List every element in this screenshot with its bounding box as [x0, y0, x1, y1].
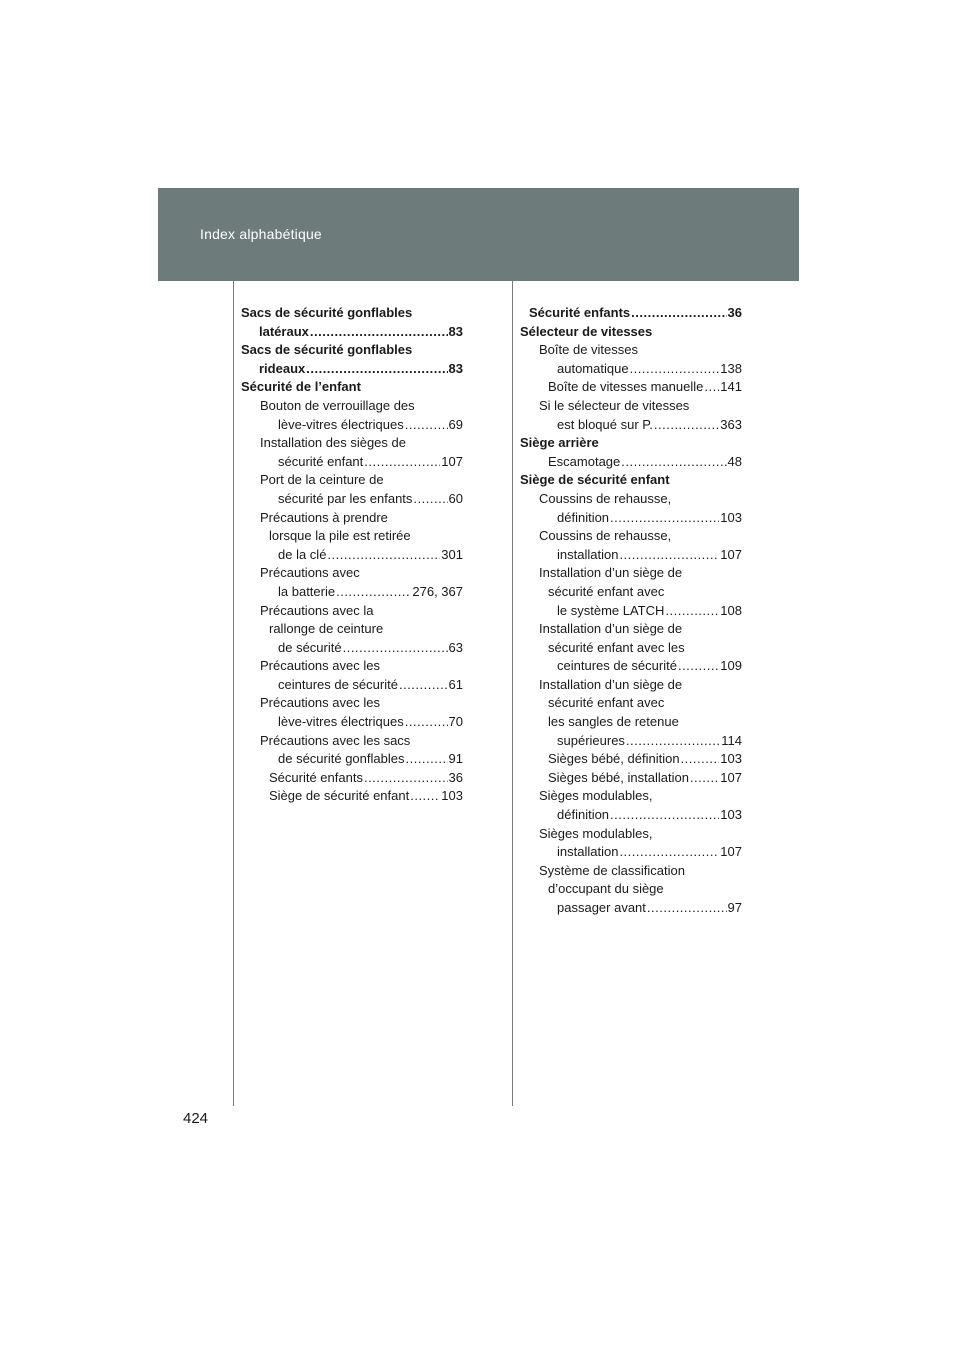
index-entry	[520, 676, 742, 750]
index-entry-text: rideaux	[259, 360, 306, 376]
page-reference: 70	[448, 714, 463, 730]
page-reference: 83	[448, 360, 463, 376]
index-heading: Siège de sécurité enfant	[520, 472, 670, 488]
left-margin-rule	[233, 281, 234, 1106]
index-entry-text: Système de classification	[539, 862, 685, 878]
page-reference: 141	[720, 379, 742, 395]
index-entry	[520, 564, 742, 620]
index-entry-text: d’occupant du siège	[548, 881, 664, 897]
page-reference: 36	[727, 305, 742, 320]
index-entry	[241, 434, 463, 471]
index-heading: Sécurité de l’enfant	[241, 379, 361, 395]
index-entry	[520, 341, 742, 378]
index-entry-text: Sièges modulables,	[539, 825, 653, 841]
index-entry-text: Boîte de vitesses manuelle	[548, 379, 704, 395]
index-entry	[520, 490, 742, 527]
index-entry-text: Sécurité enfants	[269, 769, 363, 785]
index-entry	[241, 564, 463, 601]
index-entry-text: Installation d’un siège de	[539, 565, 683, 581]
index-entry-text: de sécurité gonflables	[278, 751, 405, 767]
page-reference: 103	[441, 788, 463, 804]
index-entry-text: supérieures	[557, 732, 625, 748]
dot-leader	[630, 360, 720, 379]
index-entry	[241, 787, 463, 806]
page-number: 424	[183, 1110, 209, 1127]
index-entry-text: Sacs de sécurité gonflables	[241, 342, 413, 358]
index-entry-text: Sièges modulables,	[539, 788, 653, 804]
index-entry	[520, 825, 742, 862]
dot-leader	[631, 304, 726, 323]
index-entry-text: automatique	[557, 360, 629, 376]
index-entry	[241, 657, 463, 694]
index-entry-text: Port de la ceinture de	[260, 472, 384, 488]
index-entry-text: sécurité par les enfants	[278, 490, 413, 506]
index-entry-text: de sécurité	[278, 639, 342, 655]
page-reference: 138	[720, 360, 742, 376]
index-entry-text: Précautions à prendre	[260, 509, 388, 525]
index-entry-text: Siège de sécurité enfant	[269, 788, 410, 804]
dot-leader	[678, 657, 719, 676]
page-reference: 91	[448, 751, 463, 767]
index-entry	[241, 471, 463, 508]
dot-leader	[626, 732, 720, 751]
dot-leader	[621, 453, 726, 472]
dot-leader	[405, 416, 448, 435]
page-reference: 107	[720, 844, 742, 860]
index-entry	[520, 378, 742, 397]
index-entry-text: Précautions avec	[260, 565, 360, 581]
index-heading: Sélecteur de vitesses	[520, 323, 653, 339]
page-reference: 114	[721, 732, 742, 748]
index-entry	[241, 602, 463, 658]
page-reference: 63	[448, 639, 463, 655]
index-entry	[520, 527, 742, 564]
page-reference: 107	[441, 453, 463, 469]
page-reference: 60	[448, 490, 463, 506]
dot-leader	[690, 769, 719, 788]
page-reference: 107	[720, 546, 742, 562]
index-entry-text: lève-vitres électriques	[278, 416, 404, 432]
dot-leader	[343, 639, 448, 658]
index-entry-text: Précautions avec les	[260, 695, 380, 711]
index-entry-text: Précautions avec la	[260, 602, 374, 618]
index-entry-text: passager avant	[557, 900, 646, 915]
index-entry	[520, 304, 742, 323]
header-band	[158, 188, 799, 281]
dot-leader	[364, 453, 440, 472]
index-entry-text: Précautions avec les	[260, 658, 380, 674]
section-title: Index alphabétique	[200, 226, 322, 242]
page-reference: 61	[448, 676, 463, 692]
index-entry	[241, 304, 463, 341]
dot-leader	[665, 602, 719, 621]
index-entry-text: Coussins de rehausse,	[539, 528, 672, 544]
index-entry-text: Coussins de rehausse,	[539, 490, 672, 506]
index-entry	[241, 341, 463, 378]
dot-leader	[405, 713, 448, 732]
index-entry-text: installation	[557, 546, 619, 562]
index-entry-text: est bloqué sur P.	[557, 416, 653, 432]
index-entry	[520, 620, 742, 676]
index-heading: Siège arrière	[520, 435, 599, 451]
index-entry	[520, 769, 742, 788]
column-divider-rule	[512, 281, 513, 1106]
index-entry	[520, 750, 742, 769]
dot-leader	[327, 546, 440, 565]
index-entry-text: Précautions avec les sacs	[260, 732, 411, 748]
dot-leader	[619, 843, 719, 862]
page-reference: 103	[720, 751, 742, 767]
dot-leader	[306, 360, 447, 379]
index-entry-text: Installation d’un siège de	[539, 621, 683, 637]
index-entry	[520, 397, 742, 434]
page-reference: 301	[441, 546, 463, 562]
page-reference: 97	[727, 900, 742, 915]
index-entry	[241, 397, 463, 434]
page-reference: 69	[448, 416, 463, 432]
page-reference: 109	[720, 658, 742, 674]
index-entry	[241, 769, 463, 788]
index-entry-text: ceintures de sécurité	[278, 676, 398, 692]
index-entry	[520, 787, 742, 824]
index-entry-text: les sangles de retenue	[548, 714, 679, 730]
index-entry-text: lève-vitres électriques	[278, 714, 404, 730]
dot-leader	[405, 750, 447, 769]
index-entry-text: Bouton de verrouillage des	[260, 397, 415, 413]
index-entry-text: Escamotage	[548, 453, 621, 469]
index-entry-text: sécurité enfant avec les	[548, 639, 685, 655]
index-entry	[241, 509, 463, 565]
index-entry	[241, 694, 463, 731]
index-entry-text: de la clé	[278, 546, 327, 562]
dot-leader	[310, 323, 448, 342]
index-entry	[241, 732, 463, 769]
index-entry-text: Si le sélecteur de vitesses	[539, 397, 690, 413]
index-entry-text: Sièges bébé, définition	[548, 751, 680, 767]
index-entry-text: Sacs de sécurité gonflables	[241, 305, 413, 320]
dot-leader	[399, 676, 448, 695]
index-entry-text: le système LATCH	[557, 602, 665, 618]
index-column-left	[241, 304, 463, 806]
page-reference: 108	[720, 602, 742, 618]
index-entry	[520, 862, 742, 918]
dot-leader	[654, 416, 719, 435]
index-entry	[520, 453, 742, 472]
index-entry-text: sécurité enfant avec	[548, 695, 665, 711]
index-entry-text: Installation des sièges de	[260, 435, 406, 451]
index-entry-text: Sécurité enfants	[529, 305, 631, 320]
index-entry-text: Boîte de vitesses	[539, 342, 638, 358]
dot-leader	[410, 787, 440, 806]
index-column-right	[520, 304, 742, 918]
page-reference: 48	[727, 453, 742, 469]
index-entry-text: définition	[557, 807, 610, 823]
dot-leader	[647, 899, 727, 918]
index-entry-text: sécurité enfant avec	[548, 583, 665, 599]
dot-leader	[336, 583, 411, 602]
page-reference: 103	[720, 807, 742, 823]
index-entry-text: installation	[557, 844, 619, 860]
dot-leader	[704, 378, 719, 397]
index-entry-text: définition	[557, 509, 610, 525]
dot-leader	[364, 769, 448, 788]
dot-leader	[681, 750, 720, 769]
dot-leader	[610, 806, 719, 825]
index-entry-text: la batterie	[278, 583, 336, 599]
index-entry-text: Installation d’un siège de	[539, 676, 683, 692]
page-reference: 103	[720, 509, 742, 525]
index-entry-text: Sièges bébé, installation	[548, 769, 689, 785]
dot-leader	[610, 509, 719, 528]
index-entry-text: latéraux	[259, 323, 309, 339]
page-reference: 276, 367	[412, 583, 463, 599]
index-entry-text: ceintures de sécurité	[557, 658, 677, 674]
index-entry-text: sécurité enfant	[278, 453, 364, 469]
dot-leader	[619, 546, 719, 565]
page-reference: 363	[720, 416, 742, 432]
index-entry-text: lorsque la pile est retirée	[269, 528, 411, 544]
index-entry-text: rallonge de ceinture	[269, 621, 384, 637]
page-reference: 83	[448, 323, 463, 339]
page-reference: 36	[448, 769, 463, 785]
page-reference: 107	[720, 769, 742, 785]
dot-leader	[413, 490, 447, 509]
